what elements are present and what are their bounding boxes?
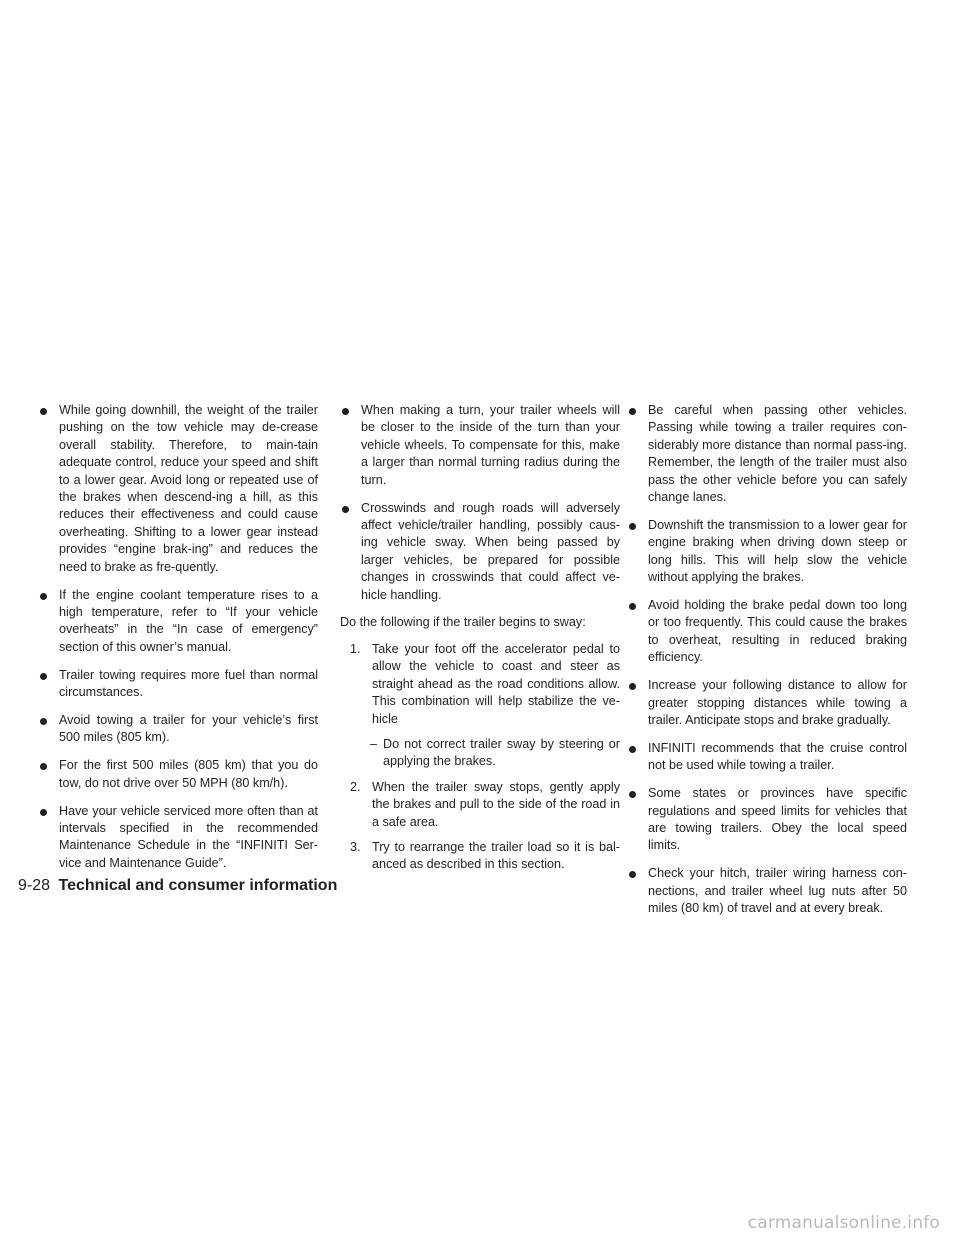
page-footer [18, 876, 337, 896]
bullet-icon [40, 593, 47, 600]
list-item [38, 803, 318, 873]
bullet-text: When making a turn, your trailer wheels will be closer to the inside of the turn than your vehicle wheels. To compensate for this, make a larger than normal turning radius during the turn. [361, 403, 620, 487]
bullet-icon [629, 746, 636, 753]
bullet-text: If the engine coolant temperature rises to a high temperature, refer to “If your vehicle overheats” in the “In case of emergency” section of this owner’s manual. [59, 587, 318, 654]
list-item [627, 597, 907, 667]
section-title: Technical and consumer information [58, 877, 338, 894]
bullet-text: Downshift the transmission to a lower gear for engine braking when driving down steep or long hills. This will help slow the vehicle without applying the brakes. [648, 517, 907, 585]
watermark: carmanualsonline.info [747, 1213, 940, 1233]
bullet-text: Increase your following distance to allow for greater stopping distances while towing a trailer. Anticipate stops and brake gradually. [648, 678, 907, 727]
step-number: 1. [350, 641, 361, 656]
bullet-text: Have your vehicle serviced more often than at intervals specified in the recommended Maintenance Schedule in the “INFINITI Ser-vice and Maintenance Guide”. [59, 803, 318, 870]
step-number: 2. [350, 779, 361, 794]
list-item [627, 517, 907, 587]
list-item [38, 402, 318, 576]
bullet-text: While going downhill, the weight of the trailer pushing on the tow vehicle may de-crease overall stability. Therefore, to main-tain adequate control, reduce your speed and shift to a lower gear. Avoid long or repeated use of the brakes when descend-ing a hill, as this reduces their effectiveness and could cause overheating. Shifting to a lower gear instead provides “engine brak-ing” and reduces the need to brake as fre-quently. [59, 403, 318, 574]
bullet-text: Avoid towing a trailer for your vehicle’s first 500 miles (805 km). [59, 713, 318, 745]
sub-step [340, 736, 620, 771]
numbered-step [340, 779, 620, 831]
step-number: 3. [350, 839, 361, 854]
list-item [38, 757, 318, 792]
list-item [38, 712, 318, 747]
bullet-icon [40, 718, 47, 725]
bullet-icon [40, 763, 47, 770]
bullet-text: Crosswinds and rough roads will adversely affect vehicle/trailer handling, possibly caus-ing vehicle sway. When being passed by larger vehicles, be prepared for possible changes in crosswinds that could affect ve-hicle handling. [361, 500, 620, 602]
bullet-icon [629, 523, 636, 530]
bullet-text: Check your hitch, trailer wiring harness con-nections, and trailer wheel lug nuts after 50 miles (80 km) of travel and at every break. [648, 866, 907, 916]
bullet-icon [40, 809, 47, 816]
sway-intro: Do the following if the trailer begins to sway: [340, 615, 586, 630]
column-left [38, 402, 318, 883]
bullet-icon [40, 408, 47, 415]
list-item [627, 785, 907, 855]
page-number: 9-28 [18, 877, 51, 894]
step-text: Try to rearrange the trailer load so it is bal-anced as described in this section. [372, 839, 620, 872]
bullet-icon [629, 791, 636, 798]
list-item [38, 667, 318, 702]
bullet-text: Avoid holding the brake pedal down too long or too frequently. This could cause the brakes to overheat, resulting in reduced braking efficiency. [648, 598, 907, 665]
list-item [38, 587, 318, 657]
numbered-step [340, 839, 620, 874]
numbered-step [340, 641, 620, 728]
step-text: Take your foot off the accelerator pedal to allow the vehicle to coast and steer as straight ahead as the road conditions allow. This combination will help stabilize the ve-hicle [372, 641, 620, 726]
bullet-text: INFINITI recommends that the cruise control not be used while towing a trailer. [648, 740, 907, 773]
bullet-text: For the first 500 miles (805 km) that you do tow, do not drive over 50 MPH (80 km/h). [59, 758, 318, 790]
dash-marker: – [370, 736, 378, 751]
list-item [627, 677, 907, 729]
bullet-text: Trailer towing requires more fuel than normal circumstances. [59, 667, 318, 700]
sub-step-text: Do not correct trailer sway by steering or applying the brakes. [383, 736, 620, 769]
list-item [627, 865, 907, 917]
step-text: When the trailer sway stops, gently apply the brakes and pull to the side of the road in a safe area. [372, 779, 620, 829]
bullet-text: Some states or provinces have specific regulations and speed limits for vehicles that are towing trailers. Obey the local speed limits. [648, 786, 907, 853]
list-item [627, 402, 907, 506]
bullet-icon [629, 683, 636, 690]
list-item [340, 402, 620, 489]
bullet-icon [629, 603, 636, 610]
bullet-icon [629, 871, 636, 878]
column-right [627, 402, 907, 928]
bullet-icon [342, 408, 349, 415]
bullet-icon [629, 408, 636, 415]
bullet-icon [342, 506, 349, 513]
column-middle [340, 402, 620, 882]
bullet-icon [40, 673, 47, 680]
list-item [340, 500, 620, 604]
bullet-text: Be careful when passing other vehicles. Passing while towing a trailer requires con-siderably more distance than normal pass-ing. Remember, the length of the trailer must also pass the other vehicle before you can safely change lanes. [648, 403, 907, 505]
list-item [627, 740, 907, 775]
